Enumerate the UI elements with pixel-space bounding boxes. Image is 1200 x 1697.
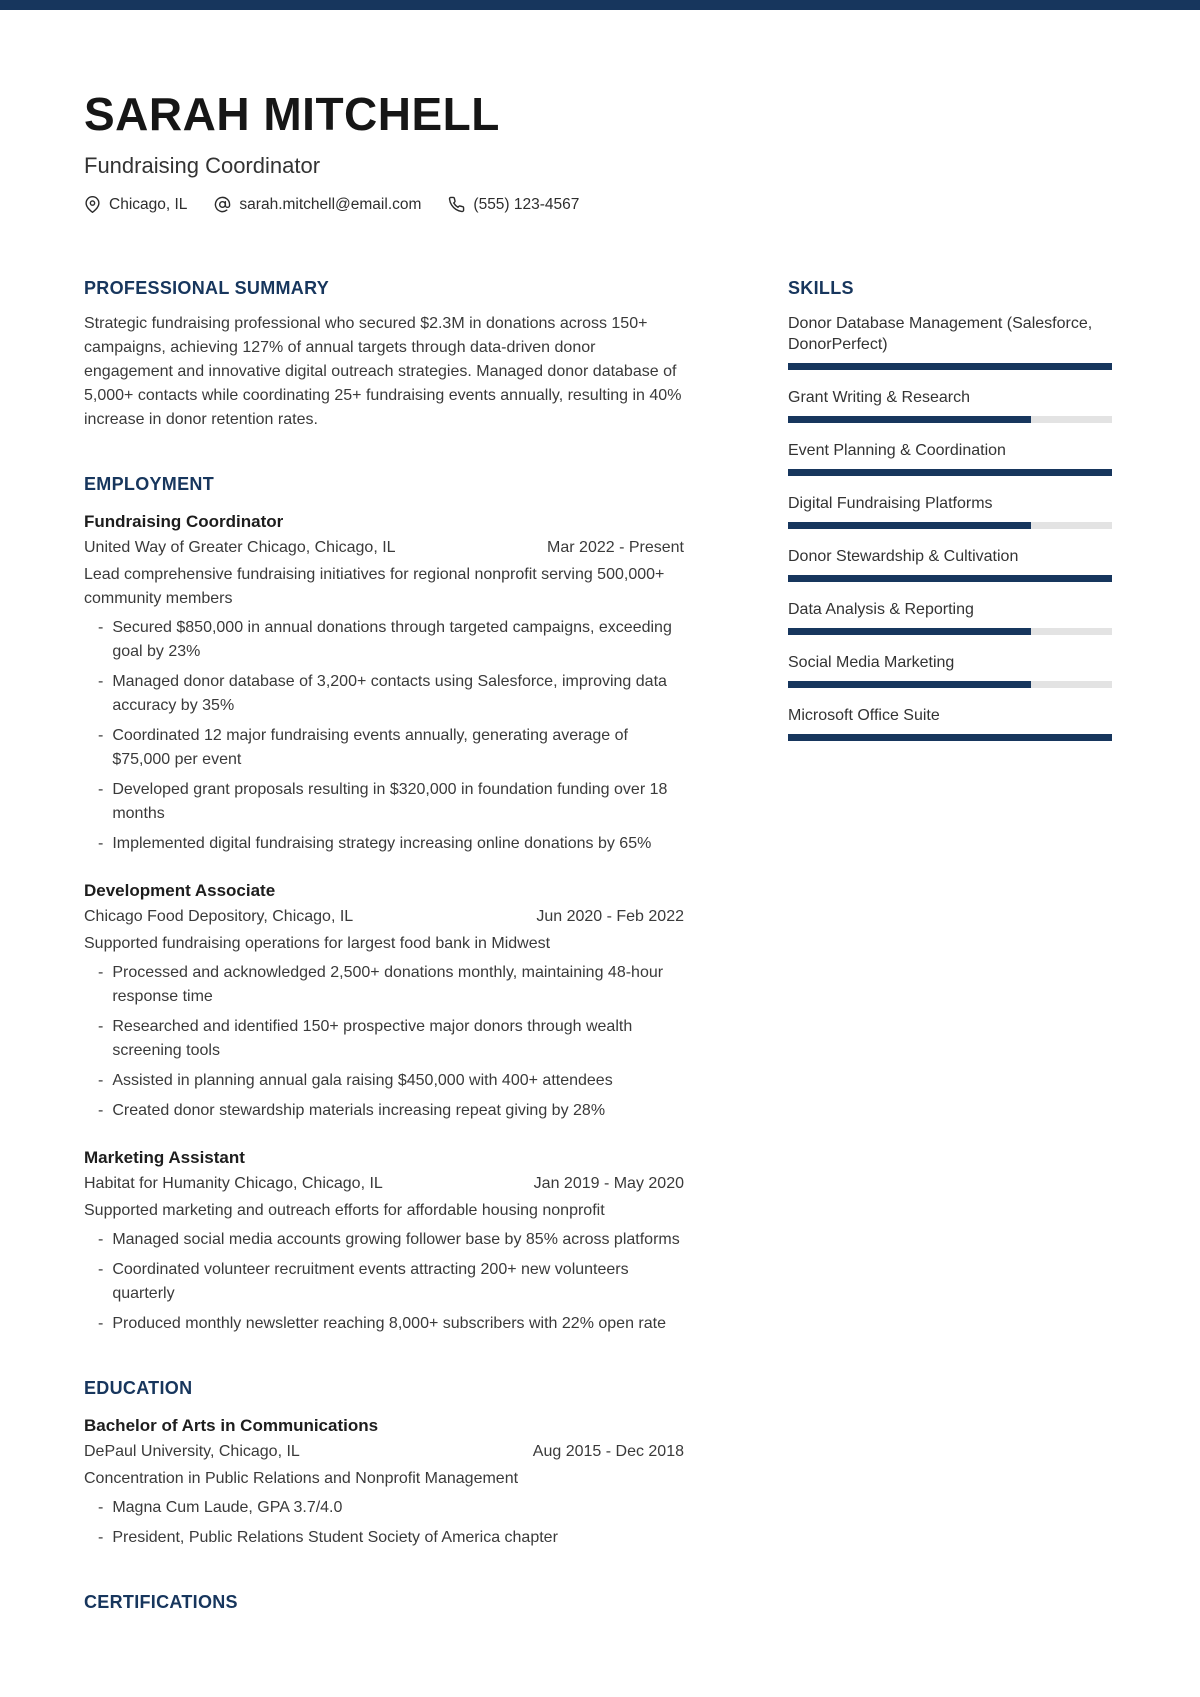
main-column	[84, 278, 684, 1613]
job-bullet	[84, 832, 684, 856]
job-bullet	[84, 1069, 684, 1093]
job-company: Chicago Food Depository, Chicago, IL	[84, 907, 354, 925]
education-bullet	[84, 1496, 684, 1520]
skill-item	[788, 546, 1112, 582]
job-company: United Way of Greater Chicago, Chicago, IL	[84, 538, 396, 556]
skill-label: Grant Writing & Research	[788, 388, 970, 406]
location-text: Chicago, IL	[109, 195, 188, 213]
bullet-text: Magna Cum Laude, GPA 3.7/4.0	[112, 1498, 343, 1516]
bullet-text: Coordinated volunteer recruitment events attracting 200+ new volunteers quarterly	[112, 1260, 629, 1302]
skill-item	[788, 387, 1112, 423]
job-bullet	[84, 1312, 684, 1336]
skill-label: Donor Database Management (Salesforce, DonorPerfect)	[788, 314, 1093, 353]
bullet-text: Coordinated 12 major fundraising events annually, generating average of $75,000 per event	[112, 726, 628, 768]
skill-item	[788, 599, 1112, 635]
job-entry	[84, 511, 684, 856]
summary-text: Strategic fundraising professional who secured $2.3M in donations across 150+ campaigns, achieving 127% of annual targets through data-driven donor engagement and innovative digital outreach strategies. Managed donor database of 5,000+ contacts while coordinating 25+ fundraising events annually, resulting in 40% increase in donor retention rates.	[84, 314, 682, 428]
summary-heading: PROFESSIONAL SUMMARY	[84, 277, 330, 298]
bullet-dash: -	[98, 834, 104, 852]
job-bullet	[84, 1258, 684, 1306]
phone-text: (555) 123-4567	[473, 195, 580, 213]
bullet-text: Processed and acknowledged 2,500+ donations monthly, maintaining 48-hour response time	[112, 963, 664, 1005]
job-company: Habitat for Humanity Chicago, Chicago, IL	[84, 1174, 383, 1192]
skill-label: Social Media Marketing	[788, 653, 955, 671]
bullet-dash: -	[98, 726, 104, 744]
skill-label: Data Analysis & Reporting	[788, 600, 974, 618]
bullet-text: Managed donor database of 3,200+ contacts using Salesforce, improving data accuracy by 35%	[112, 672, 667, 714]
phone-icon	[448, 196, 465, 213]
skill-item	[788, 652, 1112, 688]
bullet-dash: -	[98, 1260, 104, 1278]
job-bullet	[84, 778, 684, 826]
top-accent-bar	[0, 0, 1200, 10]
job-bullet	[84, 1015, 684, 1063]
job-dates: Jun 2020 - Feb 2022	[536, 907, 684, 925]
job-bullet	[84, 1228, 684, 1252]
job-company-line	[84, 536, 684, 560]
skill-bar-track	[788, 363, 1112, 370]
bullet-dash: -	[98, 1071, 104, 1089]
job-company-line	[84, 905, 684, 929]
skill-bar-track	[788, 575, 1112, 582]
education-dates: Aug 2015 - Dec 2018	[532, 1442, 684, 1460]
school-name: DePaul University, Chicago, IL	[84, 1442, 300, 1460]
job-title: Marketing Assistant	[84, 1147, 245, 1167]
resume-header	[84, 10, 1112, 214]
candidate-name: SARAH MITCHELL	[84, 88, 500, 140]
education-heading: EDUCATION	[84, 1377, 193, 1398]
skill-bar-track	[788, 469, 1112, 476]
contact-phone	[448, 196, 579, 214]
skills-sidebar	[788, 278, 1112, 1613]
job-company-line	[84, 1172, 684, 1196]
job-bullet	[84, 1099, 684, 1123]
bullet-text: Produced monthly newsletter reaching 8,000+ subscribers with 22% open rate	[112, 1314, 666, 1332]
section-professional-summary	[84, 278, 684, 432]
bullet-dash: -	[98, 1498, 104, 1516]
contact-row	[84, 196, 1112, 214]
resume-content	[0, 10, 1200, 1613]
section-employment	[84, 474, 684, 1336]
email-text: sarah.mitchell@email.com	[239, 195, 422, 213]
job-title: Development Associate	[84, 880, 276, 900]
bullet-text: Assisted in planning annual gala raising $450,000 with 400+ attendees	[112, 1071, 613, 1089]
candidate-headline: Fundraising Coordinator	[84, 153, 321, 179]
skill-bar-track	[788, 628, 1112, 635]
bullet-text: Secured $850,000 in annual donations through targeted campaigns, exceeding goal by 23%	[112, 618, 672, 660]
bullet-dash: -	[98, 1017, 104, 1035]
education-bullet	[84, 1526, 684, 1550]
education-bullet-list	[84, 1496, 684, 1550]
skill-label: Microsoft Office Suite	[788, 706, 940, 724]
job-bullet	[84, 961, 684, 1009]
bullet-dash: -	[98, 1314, 104, 1332]
job-entry	[84, 1147, 684, 1336]
skill-bar-fill	[788, 734, 1112, 741]
bullet-dash: -	[98, 672, 104, 690]
two-column-layout	[84, 278, 1112, 1613]
skill-item	[788, 313, 1112, 370]
map-pin-icon	[84, 196, 101, 213]
section-certifications	[84, 1592, 684, 1613]
job-bullet	[84, 670, 684, 718]
job-description: Supported fundraising operations for largest food bank in Midwest	[84, 934, 551, 952]
education-entry	[84, 1415, 684, 1550]
job-description: Lead comprehensive fundraising initiatives for regional nonprofit serving 500,000+ community members	[84, 565, 665, 607]
skill-item	[788, 705, 1112, 741]
skill-bar-fill	[788, 681, 1031, 688]
bullet-text: Managed social media accounts growing follower base by 85% across platforms	[112, 1230, 680, 1248]
skill-bar-fill	[788, 416, 1031, 423]
skill-label: Event Planning & Coordination	[788, 441, 1006, 459]
education-description: Concentration in Public Relations and Nonprofit Management	[84, 1469, 519, 1487]
at-sign-icon	[214, 196, 231, 213]
skill-label: Donor Stewardship & Cultivation	[788, 547, 1019, 565]
job-bullet-list	[84, 1228, 684, 1336]
contact-email	[214, 196, 421, 214]
skill-bar-track	[788, 734, 1112, 741]
job-bullet-list	[84, 961, 684, 1123]
job-title: Fundraising Coordinator	[84, 511, 284, 531]
bullet-text: Researched and identified 150+ prospective major donors through wealth screening tools	[112, 1017, 633, 1059]
bullet-dash: -	[98, 1528, 104, 1546]
job-dates: Mar 2022 - Present	[547, 538, 684, 556]
bullet-text: Created donor stewardship materials increasing repeat giving by 28%	[112, 1101, 606, 1119]
bullet-dash: -	[98, 1230, 104, 1248]
skill-bar-fill	[788, 469, 1112, 476]
skill-bar-fill	[788, 575, 1112, 582]
job-description: Supported marketing and outreach efforts for affordable housing nonprofit	[84, 1201, 605, 1219]
skill-bar-fill	[788, 522, 1031, 529]
certifications-heading: CERTIFICATIONS	[84, 1591, 238, 1612]
job-bullet-list	[84, 616, 684, 856]
bullet-text: President, Public Relations Student Society of America chapter	[112, 1528, 558, 1546]
employment-heading: EMPLOYMENT	[84, 473, 215, 494]
skill-bar-track	[788, 522, 1112, 529]
bullet-dash: -	[98, 963, 104, 981]
skill-label: Digital Fundraising Platforms	[788, 494, 993, 512]
job-bullet	[84, 724, 684, 772]
job-bullet	[84, 616, 684, 664]
job-entry	[84, 880, 684, 1123]
contact-location	[84, 196, 187, 214]
section-education	[84, 1378, 684, 1550]
skill-item	[788, 493, 1112, 529]
bullet-dash: -	[98, 780, 104, 798]
skill-bar-track	[788, 681, 1112, 688]
bullet-text: Developed grant proposals resulting in $320,000 in foundation funding over 18 months	[112, 780, 668, 822]
skill-bar-fill	[788, 628, 1031, 635]
bullet-text: Implemented digital fundraising strategy increasing online donations by 65%	[112, 834, 652, 852]
degree-title: Bachelor of Arts in Communications	[84, 1415, 379, 1435]
bullet-dash: -	[98, 618, 104, 636]
skill-item	[788, 440, 1112, 476]
skill-bar-track	[788, 416, 1112, 423]
job-dates: Jan 2019 - May 2020	[533, 1174, 684, 1192]
skills-heading: SKILLS	[788, 277, 854, 298]
bullet-dash: -	[98, 1101, 104, 1119]
skill-bar-fill	[788, 363, 1112, 370]
school-line	[84, 1440, 684, 1464]
